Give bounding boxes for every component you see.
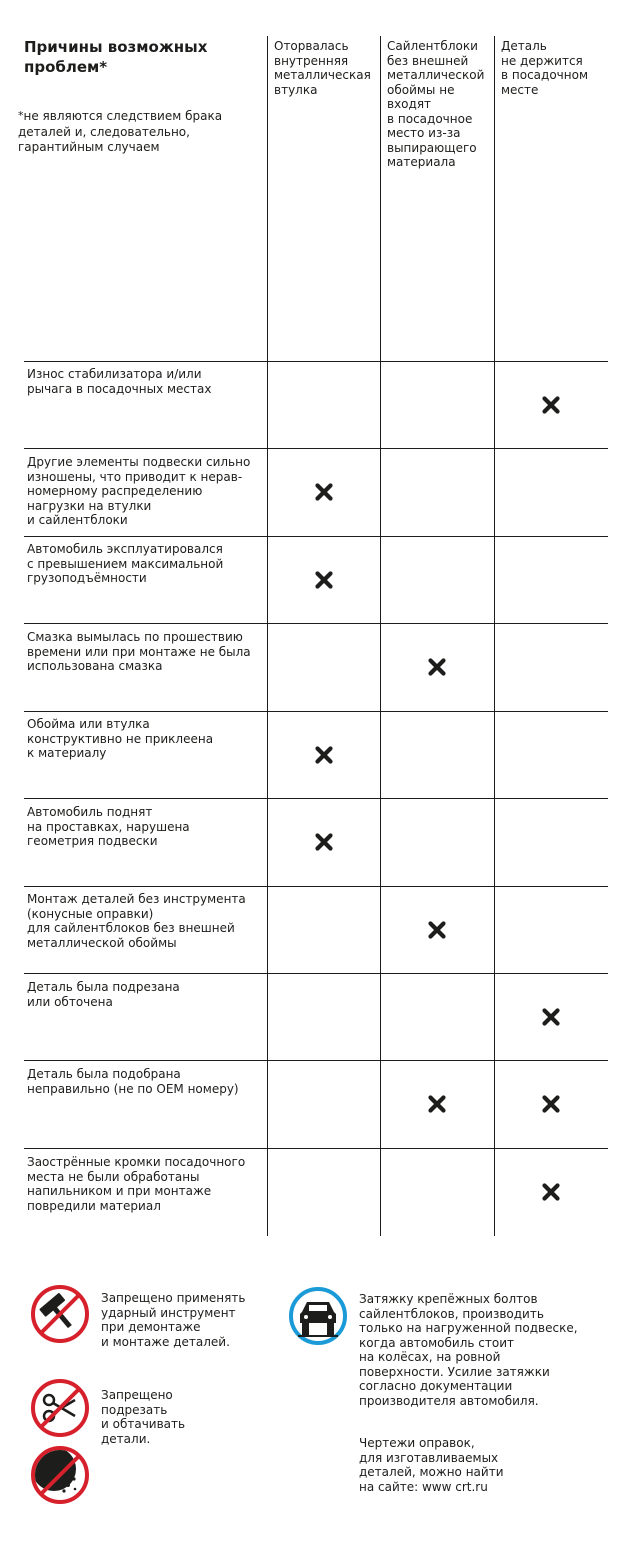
row-divider <box>24 536 608 537</box>
cross-mark-icon <box>542 1095 560 1113</box>
column-header-no-fit: Сайлентблоки без внешней металлической обоймы не входят в посадочное место из-за выпирающего материала <box>387 39 485 169</box>
row-label: Обойма или втулка конструктивно не приклеена к материалу <box>27 717 214 760</box>
row-divider <box>24 448 608 449</box>
cross-mark-icon <box>428 1095 446 1113</box>
cross-mark-icon <box>315 746 333 764</box>
column-divider <box>267 36 268 1236</box>
row-label: Деталь была подрезана или обточена <box>27 980 180 1009</box>
row-divider <box>24 361 608 362</box>
row-divider <box>24 973 608 974</box>
row-label: Износ стабилизатора и/или рычага в посадочных местах <box>27 367 212 396</box>
row-label: Заострённые кромки посадочного места не были обработаны напильником и при монтаже повредили материал <box>27 1155 246 1213</box>
footnote-text: не являются следствием брака деталей и, следовательно, гарантийным случаем <box>18 109 223 154</box>
cross-mark-icon <box>542 396 560 414</box>
note-no-cutting: Запрещено подрезать и обтачивать детали. <box>101 1388 186 1446</box>
no-grinding-icon <box>30 1445 90 1505</box>
cross-mark-icon <box>428 921 446 939</box>
row-divider <box>24 886 608 887</box>
column-divider <box>494 36 495 1236</box>
note-no-impact-tool: Запрещено применять ударный инструмент при демонтаже и монтаже деталей. <box>101 1291 246 1349</box>
row-label: Автомобиль поднят на проставках, нарушена геометрия подвески <box>27 805 190 848</box>
column-divider <box>380 36 381 1236</box>
no-hammer-icon <box>30 1284 90 1344</box>
row-divider <box>24 798 608 799</box>
row-label: Автомобиль эксплуатировался с превышением максимальной грузоподъёмности <box>27 542 224 585</box>
cross-mark-icon <box>315 833 333 851</box>
cross-mark-icon <box>428 658 446 676</box>
row-label: Другие элементы подвески сильно изношены, что приводит к нерав- номерному распределению нагрузки на втулки и сайлентблоки <box>27 455 251 527</box>
row-label: Смазка вымылась по прошествию времени или при монтаже не была использована смазка <box>27 630 251 673</box>
row-label: Деталь была подобрана неправильно (не по OEM номеру) <box>27 1067 239 1096</box>
column-header-not-holding: Деталь не держится в посадочном месте <box>501 39 588 97</box>
cross-mark-icon <box>315 571 333 589</box>
row-divider <box>24 1060 608 1061</box>
no-scissors-icon <box>30 1378 90 1438</box>
cross-mark-icon <box>542 1008 560 1026</box>
cross-mark-icon <box>315 483 333 501</box>
note-drawings: Чертежи оправок, для изготавливаемых деталей, можно найти на сайте: www crt.ru <box>359 1436 504 1494</box>
row-divider <box>24 1148 608 1149</box>
footnote <box>18 109 238 156</box>
car-on-lift-icon <box>288 1286 348 1346</box>
note-tightening: Затяжку крепёжных болтов сайлентблоков, производить только на нагруженной подвеске, когда автомобиль стоит на колёсах, на ровной поверхности. Усилие затяжки согласно документации производителя автомобиля. <box>359 1292 578 1408</box>
row-divider <box>24 623 608 624</box>
row-label: Монтаж деталей без инструмента (конусные оправки) для сайлентблоков без внешней металлической обоймы <box>27 892 246 950</box>
table-title: Причины возможных проблем* <box>24 38 208 76</box>
footnote-mark: * <box>18 109 24 122</box>
row-divider <box>24 711 608 712</box>
column-header-bushing: Оторвалась внутренняя металлическая втулка <box>274 39 371 97</box>
cross-mark-icon <box>542 1183 560 1201</box>
